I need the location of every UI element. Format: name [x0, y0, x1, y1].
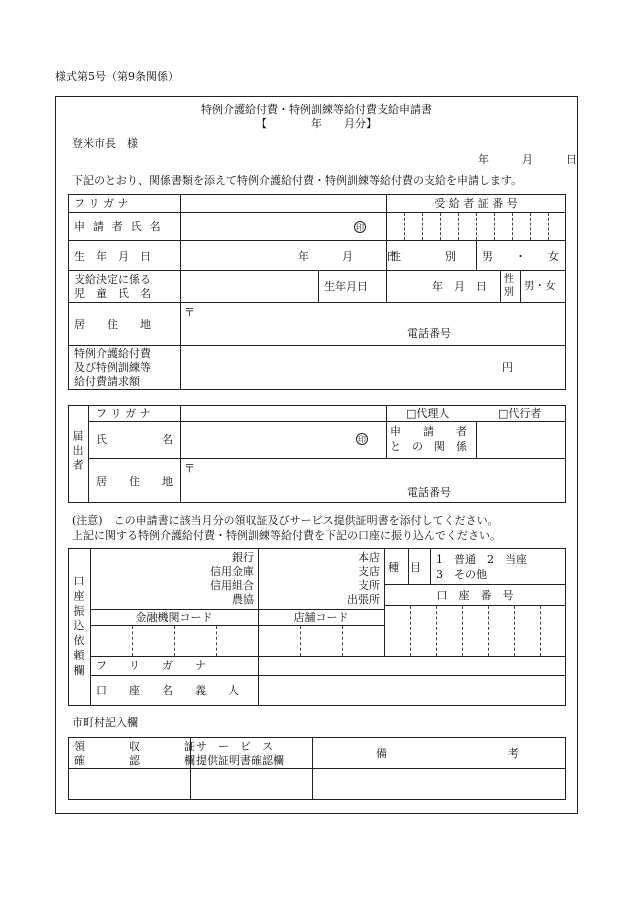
relation-field[interactable] — [478, 423, 564, 456]
claim-label-3: 給付費請求額 — [74, 375, 140, 388]
bank-vertical-label: 口座振込依頼欄 — [72, 575, 85, 679]
notifier-address-label: 居 住 地 — [96, 475, 173, 488]
service-check-label-1: サ ー ビ ス — [196, 740, 273, 753]
branch-type-sub: 出張所 — [347, 593, 380, 606]
application-date: 年 月 日 — [478, 153, 577, 166]
child-sex-label: 性 別 — [504, 274, 514, 298]
relation-label-2: と の 関 係 — [390, 440, 467, 453]
service-check-field[interactable] — [192, 770, 310, 798]
notifier-name-label: 氏 名 — [96, 433, 173, 446]
form-period: 【 年 月分】 — [256, 117, 377, 130]
applicant-sex-label: 性 別 — [390, 250, 456, 263]
child-name-field[interactable] — [182, 272, 316, 301]
postal-mark: 〒 — [184, 306, 195, 319]
form-number: 様式第5号（第9条関係） — [55, 70, 179, 83]
seal-icon: 印 — [356, 223, 364, 232]
recipient-number-label: 受 給 者 証 番 号 — [434, 197, 518, 210]
receipt-check-label-1: 領 収 証 — [74, 740, 195, 753]
applicant-furigana-label: フ リ ガ ナ — [74, 197, 129, 210]
yen-unit: 円 — [502, 361, 513, 374]
transfer-text: 上記に関する特例介護給付費・特例訓練等給付費を下記の口座に振り込んでください。 — [72, 529, 501, 542]
applicant-birth-value: 年 月 日 — [298, 250, 397, 263]
child-name-label-2: 児 童 氏 名 — [74, 287, 151, 300]
receipt-check-field[interactable] — [70, 770, 188, 798]
seal-icon: 印 — [358, 435, 366, 444]
bank-type-shinkumi: 信用組合 — [210, 579, 254, 592]
branch-type-branch: 支店 — [358, 565, 380, 578]
addressee: 登米市長 様 — [72, 137, 138, 150]
holder-furigana-field[interactable] — [260, 658, 564, 674]
applicant-sex-value[interactable]: 男 ・ 女 — [482, 250, 559, 263]
notifier-furigana-label: フ リ ガ ナ — [96, 407, 151, 420]
notifier-phone-label: 電話番号 — [407, 486, 451, 499]
postal-mark: 〒 — [184, 462, 195, 475]
notifier-vertical-label: 届出者 — [71, 430, 84, 473]
holder-furigana-label: フ リ ガ ナ — [96, 659, 206, 672]
form-title: 特例介護給付費・特例訓練等給付費支給申請書 — [201, 103, 432, 116]
child-birth-value: 年 月 日 — [432, 280, 487, 293]
recipient-number-field[interactable] — [388, 214, 564, 239]
holder-name-field[interactable] — [260, 677, 564, 705]
intro-text: 下記のとおり、関係書類を添えて特例介護給付費・特例訓練等給付費の支給を申請します。 — [72, 174, 523, 187]
service-check-label-2: 提供証明書確認欄 — [196, 754, 284, 767]
bank-type-bank: 銀行 — [232, 551, 254, 564]
applicant-furigana-field[interactable] — [182, 196, 384, 211]
remarks-field[interactable] — [314, 770, 564, 798]
bank-code-label: 金融機関コード — [135, 611, 213, 624]
bank-name-field[interactable] — [94, 551, 204, 606]
child-birth-label: 生年月日 — [324, 280, 368, 293]
child-sex-value[interactable]: 男・女 — [524, 280, 556, 292]
applicant-address-field[interactable] — [198, 305, 558, 323]
branch-code-label: 店舗コード — [293, 611, 349, 624]
city-section-title: 市町村記入欄 — [72, 716, 138, 729]
note-text: (注意) この申請書に該当月分の領収証及びサービス提供証明書を添付してください。 — [72, 514, 499, 527]
applicant-phone-label: 電話番号 — [407, 327, 451, 340]
notifier-address-field[interactable] — [198, 461, 558, 481]
claim-label-1: 特例介護給付費 — [74, 347, 151, 360]
claim-label-2: 及び特例訓練等 — [74, 361, 151, 374]
receipt-check-label-2: 確 認 欄 — [74, 754, 195, 767]
relation-label-1: 申 請 者 — [390, 425, 467, 438]
account-number-field[interactable] — [386, 607, 564, 655]
notifier-name-field[interactable] — [182, 424, 347, 456]
applicant-name-field[interactable] — [182, 214, 342, 239]
notifier-furigana-field[interactable] — [182, 407, 384, 420]
account-kind-options-1[interactable]: 1 普通 2 当座 — [436, 553, 527, 566]
child-name-label-1: 支給決定に係る — [74, 273, 151, 286]
branch-name-field[interactable] — [262, 551, 328, 606]
claim-amount-field[interactable] — [182, 347, 492, 388]
applicant-name-label: 申 請 者 氏 名 — [74, 220, 163, 233]
account-kind-label: 種 目 — [388, 561, 421, 574]
applicant-address-label: 居 住 地 — [74, 318, 151, 331]
bank-code-field[interactable] — [92, 627, 256, 655]
branch-code-field[interactable] — [260, 627, 382, 655]
agent-checkbox[interactable]: □代理人 — [406, 407, 450, 420]
branch-type-main: 本店 — [358, 551, 380, 564]
account-kind-options-2[interactable]: 3 その他 — [436, 568, 487, 581]
account-number-label: 口 座 番 号 — [436, 589, 514, 602]
remarks-label: 備 考 — [376, 747, 519, 760]
branch-type-office: 支所 — [358, 579, 380, 592]
proxy-checkbox[interactable]: □代行者 — [498, 407, 542, 420]
applicant-birth-label: 生 年 月 日 — [74, 250, 151, 263]
holder-name-label: 口 座 名 義 人 — [96, 684, 239, 697]
bank-type-nokyo: 農協 — [232, 593, 254, 606]
bank-type-shinkin: 信用金庫 — [210, 565, 254, 578]
